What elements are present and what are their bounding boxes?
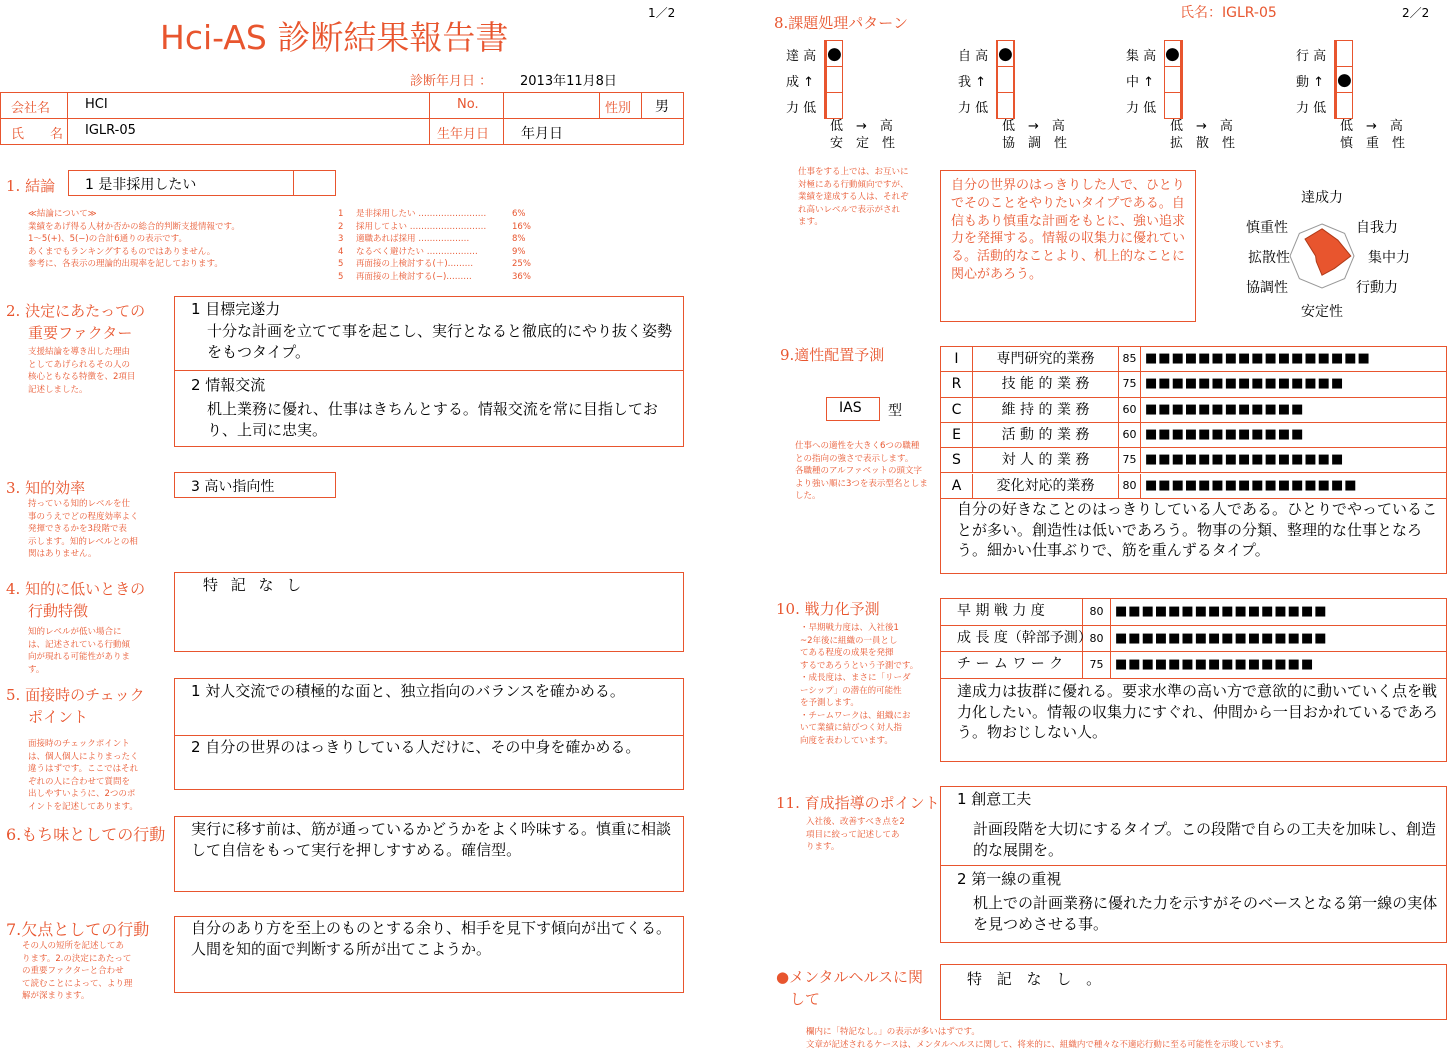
- s11-title: 11. 育成指導のポイント: [776, 794, 940, 812]
- s5-box-2: [174, 735, 684, 790]
- radar-chart: [1210, 186, 1446, 326]
- rate-row: 5 再面接の上検討する(＋)……… 25%: [338, 259, 531, 269]
- radar-label: 慎重性: [1246, 220, 1288, 236]
- type-box: [826, 397, 880, 421]
- pattern-dot: ●: [1337, 69, 1352, 90]
- aptitude-row: S 対 人 的 業 務 75 ■■■■■■■■■■■■■■■: [941, 448, 1446, 473]
- s7-value: 自分のあり方を至上のものとする余り、相手を見下す傾向が出てくる。人間を知的面で判断する所が出てこようか。: [191, 919, 672, 958]
- aptitude-row: E 活 動 的 業 務 60 ■■■■■■■■■■■■: [941, 423, 1446, 448]
- report-title: Hci-AS 診断結果報告書: [160, 18, 509, 57]
- strength-table: [940, 598, 1447, 762]
- mh-title: ●メンタルヘルスに関 して: [776, 968, 924, 1008]
- aptitude-row: C 維 持 的 業 務 60 ■■■■■■■■■■■■: [941, 398, 1446, 423]
- pattern-dot: ●: [998, 43, 1013, 64]
- radar-label: 行動力: [1356, 280, 1398, 296]
- type-value: IAS: [839, 400, 862, 416]
- s5-box-1: [174, 678, 684, 736]
- s2-box-1: [174, 296, 684, 371]
- s2-item2-title: 2 情報交流: [191, 376, 266, 394]
- s7-box: [174, 916, 684, 993]
- sex-label: 性別: [605, 101, 632, 116]
- pattern-dot: ●: [827, 43, 842, 64]
- radar-label: 拡散性: [1248, 250, 1290, 266]
- s10-text: 達成力は抜群に優れる。要求水準の高い方で意欲的に動いていく点を戦力化したい。情報の収集力にすぐれ、仲間から一目おかれているであろう。物おじしない人。: [957, 682, 1438, 741]
- s1-note: ≪結論について≫ 業績をあげ得る人材か否かの総合的判断支援情報です。 1～5(+)、5(−)の合計6通りの表示です。 あくまでもランキングするものではありません。 参考に、各表示の理論的出現率を記しております。: [28, 209, 240, 269]
- s11-box-1: [940, 786, 1447, 866]
- s1-title: 1. 結論: [6, 177, 56, 195]
- page-number-1: 1／2: [648, 6, 676, 20]
- s11-item1-body: 計画段階を大切にするタイプ。この段階で自らの工夫を加味し、創造的な展開を。: [973, 820, 1437, 859]
- s2-item1-title: 1 目標完遂力: [191, 300, 281, 318]
- s7-title: 7.欠点としての行動: [6, 920, 150, 939]
- s9-note: 仕事への適性を大きく6つの職種 との指向の強さで表示します。 各職種のアルファベットの頭文字 より強い順に3つを表示型名としま した。: [795, 441, 928, 501]
- s3-title: 3. 知的効率: [6, 479, 86, 497]
- radar-label: 協調性: [1246, 280, 1288, 296]
- aptitude-row: R 技 能 的 業 務 75 ■■■■■■■■■■■■■■■: [941, 372, 1446, 397]
- s3-value: 3 高い指向性: [191, 479, 275, 495]
- rate-row: 4 なるべく避けたい ……………… 9%: [338, 246, 526, 257]
- s11-item2-title: 2 第一線の重視: [957, 870, 1062, 888]
- s9-title: 9.適性配置予測: [780, 346, 885, 364]
- s5-note: 面接時のチェックポイント は、個人個人によりまったく 違うはずです。ここではそれ ぞれの人に合わせて質問を 出しやすいように、2つのポ イントを記述してあります。: [28, 739, 139, 812]
- s3-note: 持っている知的レベルを仕 事のうえでどの程度効率よく 発揮できるかを3段階で表 示します。知的レベルとの相 関はありません。: [28, 499, 139, 559]
- aptitude-row: A 変化対応的業務 80 ■■■■■■■■■■■■■■■■: [941, 474, 1446, 499]
- s4-title: 4. 知的に低いときの 行動特徴: [6, 580, 146, 620]
- s2-box-2: [174, 370, 684, 447]
- radar-area: [1305, 229, 1351, 275]
- s8-note: 仕事をする上では、お互いに 対極にある行動傾向ですが、 業績を達成する人は、それぞ れ高いレベルで表示がされ ます。: [798, 167, 909, 227]
- rate-row: 3 適職あれば採用 ……………… 8%: [338, 234, 526, 244]
- s7-note: その人の短所を記述してあ ります。2.の決定にあたって の重要ファクターと合わせ て読むことによって、より理 解が深まります。: [22, 941, 133, 1001]
- strength-row: チ ー ム ワ ー ク 75 ■■■■■■■■■■■■■■■: [941, 652, 1446, 679]
- strength-row: 成 長 度（幹部予測） 80 ■■■■■■■■■■■■■■■■: [941, 626, 1446, 653]
- mh-value: 特 記 な し 。: [967, 970, 1107, 988]
- s10-title: 10. 戦力化予測: [776, 600, 880, 618]
- page-number-2: 2／2: [1402, 6, 1430, 20]
- header-table: [0, 92, 684, 145]
- birth-value: 年月日: [521, 126, 563, 142]
- p2-name: 氏名：IGLR-05: [1180, 5, 1277, 21]
- s11-item1-title: 1 創意工夫: [957, 790, 1032, 808]
- radar-label: 自我力: [1356, 220, 1398, 236]
- s11-note: 入社後、改善すべき点を2 項目に絞って記述してあ ります。: [806, 817, 905, 852]
- birth-label: 生年月日: [437, 127, 490, 142]
- s8-title: 8.課題処理パターン: [774, 14, 909, 32]
- radar-label: 集中力: [1368, 250, 1410, 266]
- s1-rates: [338, 208, 538, 283]
- no-label: No.: [457, 97, 479, 112]
- name-label: 氏 名: [11, 127, 64, 142]
- diag-date-label: 診断年月日 ：: [410, 74, 493, 89]
- rate-row: 1 是非採用したい …………………… 6%: [338, 209, 526, 219]
- radar-label: 達成力: [1301, 190, 1343, 206]
- name-value: IGLR-05: [85, 123, 136, 138]
- sex-value: 男: [655, 99, 669, 115]
- s3-box: [174, 472, 336, 498]
- s6-box: [174, 816, 684, 892]
- company-label: 会社名: [11, 101, 51, 116]
- rate-row: 5 再面接の上検討する(−)……… 36%: [338, 271, 531, 282]
- s11-item2-body: 机上での計画業務に優れた力を示すがそのベースとなる第一線の実体を見つめさせる事。: [973, 894, 1438, 933]
- aptitude-row: I 専門研究的業務 85 ■■■■■■■■■■■■■■■■■: [941, 347, 1446, 372]
- s1-conclusion: 1 是非採用したい: [85, 177, 197, 193]
- pattern-dot: ●: [1165, 43, 1180, 64]
- s4-note: 知的レベルが低い場合に は、記述されている行動傾 向が現れる可能性がありま す。: [28, 627, 131, 675]
- s2-note: 支援結論を導き出した理由 としてあげられるその人の 核心ともなる特徴を、2項目 記述しました。: [28, 347, 136, 395]
- s4-value: 特 記 な し: [203, 576, 306, 594]
- s10-note: ・早期戦力度は、入社後1 ~2年後に組織の一員とし てある程度の成果を発揮 するであろうという予測です。 ・成長度は、まさに「リーダ ーシップ」の潜在的可能性 を予測します。 ・チームワークは、組織にお いて業績に結びつく対人指 向度を表わしています。: [800, 623, 919, 746]
- diag-date: 2013年11月8日: [520, 74, 617, 89]
- s1-conclusion-box: [68, 170, 336, 196]
- s4-box: [174, 572, 684, 652]
- s5-item2: 2 自分の世界のはっきりしている人だけに、その中身を確かめる。: [191, 738, 641, 756]
- radar-label: 安定性: [1301, 304, 1343, 320]
- s8-text: 自分の世界のはっきりした人で、ひとりでそのことをやりたいタイプである。自信もあり慎重な計画をもとに、強い追求力を発揮する。情報の収集力に優れている。活動的なことより、机上的なことに関心があろう。: [951, 178, 1186, 282]
- strength-row: 早 期 戦 力 度 80 ■■■■■■■■■■■■■■■■: [941, 599, 1446, 626]
- rate-row: 2 採用してよい ……………………… 16%: [338, 221, 531, 232]
- s6-value: 実行に移す前は、筋が通っているかどうかをよく吟味する。慎重に相談して自信をもって実行を押しすすめる。確信型。: [191, 820, 672, 859]
- s8-text-box: [940, 170, 1196, 322]
- s6-title: 6.もち味としての行動: [6, 825, 166, 844]
- s11-box-2: [940, 865, 1447, 943]
- s5-title: 5. 面接時のチェック ポイント: [6, 686, 145, 726]
- s2-item2-body: 机上業務に優れ、仕事はきちんとする。情報交流を常に目指しており、上司に忠実。: [207, 400, 658, 439]
- mh-note: 欄内に「特記なし。」の表示が多いはずです。 文章が記述されるケースは、メンタルヘルスに関して、将来的に、組織内で種々な不適応行動に至る可能性を示唆しています。: [806, 1027, 1289, 1050]
- aptitude-table: [940, 346, 1447, 574]
- s5-item1: 1 対人交流での積極的な面と、独立指向のバランスを確かめる。: [191, 682, 625, 700]
- company-value: HCI: [85, 97, 108, 112]
- s2-title: 2. 決定にあたっての 重要ファクター: [6, 302, 146, 342]
- mh-box: [940, 964, 1447, 1020]
- type-suffix: 型: [888, 403, 902, 419]
- s2-item1-body: 十分な計画を立てて事を起こし、実行となると徹底的にやり抜く姿勢をもつタイプ。: [207, 322, 673, 361]
- s9-text: 自分の好きなことのはっきりしている人である。ひとりでやっていることが多い。創造性は低いであろう。物事の分類、整理的な仕事となろう。細かい仕事ぶりで、筋を重んずるタイプ。: [957, 500, 1438, 559]
